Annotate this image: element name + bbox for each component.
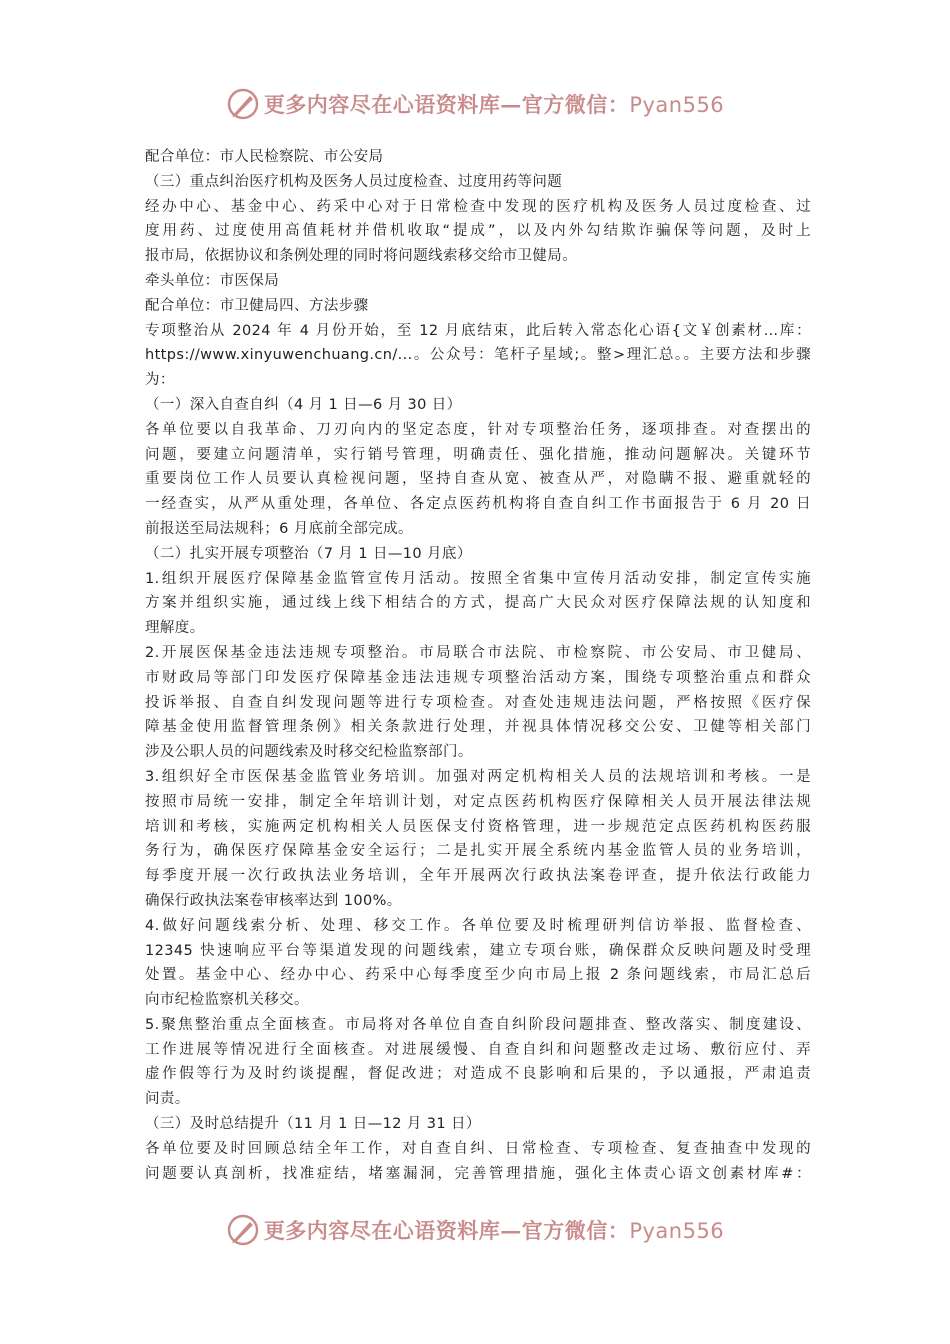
- text-line: 各单位要及时回顾总结全年工作，对自查自纠、日常检查、专项检查、复查抽查中发现的: [145, 1140, 811, 1157]
- watermark-text: 更多内容尽在心语资料库—官方微信：Pyan556: [263, 92, 725, 117]
- text-line: 1.组织开展医疗保障基金监管宣传月活动。按照全省集中宣传月活动安排，制定宣传实施: [145, 570, 811, 587]
- document-body: [145, 145, 811, 1186]
- text-line: 问题要认真剖析，找准症结，堵塞漏洞，完善管理措施，强化主体责心语文创素材库#：: [145, 1165, 811, 1182]
- watermark-wechat-id: Pyan556: [629, 93, 725, 117]
- watermark-text: 更多内容尽在心语资料库—官方微信：Pyan556: [263, 1218, 725, 1243]
- watermark-header: [0, 84, 950, 124]
- text-line: 专项整治从 2024 年 4 月份开始，至 12 月底结束，此后转入常态化心语{文￥创素材…库：: [145, 322, 811, 339]
- text-line: 每季度开展一次行政执法业务培训，全年开展两次行政执法案卷评查，提升依法行政能力: [145, 868, 811, 885]
- text-line: https://www.xinyuwenchuang.cn/...。公众号：笔杆子星域;。整>理汇总。。主要方法和步骤: [145, 347, 811, 364]
- text-line: （三）重点纠治医疗机构及医务人员过度检查、过度用药等问题: [145, 173, 563, 190]
- text-line: 经办中心、基金中心、药采中心对于日常检查中发现的医疗机构及医务人员过度检查、过: [145, 198, 811, 215]
- text-line: 务行为，确保医疗保障基金安全运行；二是扎实开展全系统内基金监管人员的业务培训，: [145, 843, 811, 860]
- text-line: 为：: [145, 372, 175, 389]
- text-line: 各单位要以自我革命、刀刃向内的坚定态度，针对专项整治任务，逐项排查。对查摆出的: [145, 421, 811, 438]
- text-line: 按照市局统一安排，制定全年培训计划，对定点医药机构医疗保障相关人员开展法律法规: [145, 793, 811, 810]
- text-line: 度用药、过度使用高值耗材并借机收取“提成”，以及内外勾结欺诈骗保等问题，及时上: [145, 223, 811, 240]
- text-line: 问题，要建立问题清单，实行销号管理，明确责任、强化措施，推动问题解决。关键环节: [145, 446, 811, 463]
- text-line: 问责。: [145, 1091, 190, 1108]
- text-line: 配合单位：市卫健局四、方法步骤: [145, 297, 369, 314]
- text-line: 市财政局等部门印发医疗保障基金违法违规专项整治活动方案，围绕专项整治重点和群众: [145, 669, 811, 686]
- text-line: 障基金使用监督管理条例》相关条款进行处理，并视具体情况移交公安、卫健等相关部门: [145, 719, 811, 736]
- text-line: 处置。基金中心、经办中心、药采中心每季度至少向市局上报 2 条问题线索，市局汇总后: [145, 967, 811, 984]
- text-line: 4.做好问题线索分析、处理、移交工作。各单位要及时梳理研判信访举报、监督检查、: [145, 917, 811, 934]
- text-line: 涉及公职人员的问题线索及时移交纪检监察部门。: [145, 744, 473, 761]
- text-line: （三）及时总结提升（11 月 1 日—12 月 31 日）: [145, 1116, 481, 1133]
- text-line: 5.聚焦整治重点全面核查。市局将对各单位自查自纠阶段问题排查、整改落实、制度建设、: [145, 1016, 811, 1033]
- text-line: 重要岗位工作人员要认真检视问题，坚持自查从宽、被查从严，对隐瞒不报、避重就轻的: [145, 471, 811, 488]
- text-line: 虚作假等行为及时约谈提醒，督促改进；对造成不良影响和后果的，予以通报，严肃追责: [145, 1066, 811, 1083]
- text-line: 12345 快速响应平台等渠道发现的问题线索，建立专项台账，确保群众反映问题及时受理: [145, 942, 811, 959]
- text-line: 工作进展等情况进行全面核查。对进展缓慢、自查自纠和问题整改走过场、敷衍应付、弄: [145, 1041, 811, 1058]
- watermark-wechat-id: Pyan556: [629, 1219, 725, 1243]
- quill-logo-icon: [226, 87, 260, 121]
- text-line: 牵头单位：市医保局: [145, 272, 280, 289]
- text-line: 配合单位：市人民检察院、市公安局: [145, 149, 384, 165]
- text-line: 理解度。: [145, 620, 205, 637]
- text-line: 前报送至局法规科；6 月底前全部完成。: [145, 520, 413, 537]
- text-line: 向市纪检监察机关移交。: [145, 992, 309, 1009]
- text-line: （一）深入自查自纠（4 月 1 日—6 月 30 日）: [145, 396, 462, 413]
- text-line: 方案并组织实施，通过线上线下相结合的方式，提高广大民众对医疗保障法规的认知度和: [145, 595, 811, 612]
- quill-logo-icon: [226, 1213, 260, 1247]
- text-line: 3.组织好全市医保基金监管业务培训。加强对两定机构相关人员的法规培训和考核。一是: [145, 768, 811, 785]
- text-line: 一经查实，从严从重处理，各单位、各定点医药机构将自查自纠工作书面报告于 6 月 20 日: [145, 496, 811, 513]
- text-line: 培训和考核，实施两定机构相关人员医保支付资格管理，进一步规范定点医药机构医药服: [145, 818, 811, 835]
- watermark-footer: [0, 1210, 950, 1250]
- text-line: 确保行政执法案卷审核率达到 100%。: [145, 892, 402, 909]
- text-line: 报市局，依据协议和条例处理的同时将问题线索移交给市卫健局。: [145, 248, 578, 265]
- text-line: 投诉举报、自查自纠发现问题等进行专项检查。对查处违规违法问题，严格按照《医疗保: [145, 694, 811, 711]
- text-line: （二）扎实开展专项整治（7 月 1 日—10 月底）: [145, 545, 472, 562]
- text-line: 2.开展医保基金违法违规专项整治。市局联合市法院、市检察院、市公安局、市卫健局、: [145, 644, 811, 661]
